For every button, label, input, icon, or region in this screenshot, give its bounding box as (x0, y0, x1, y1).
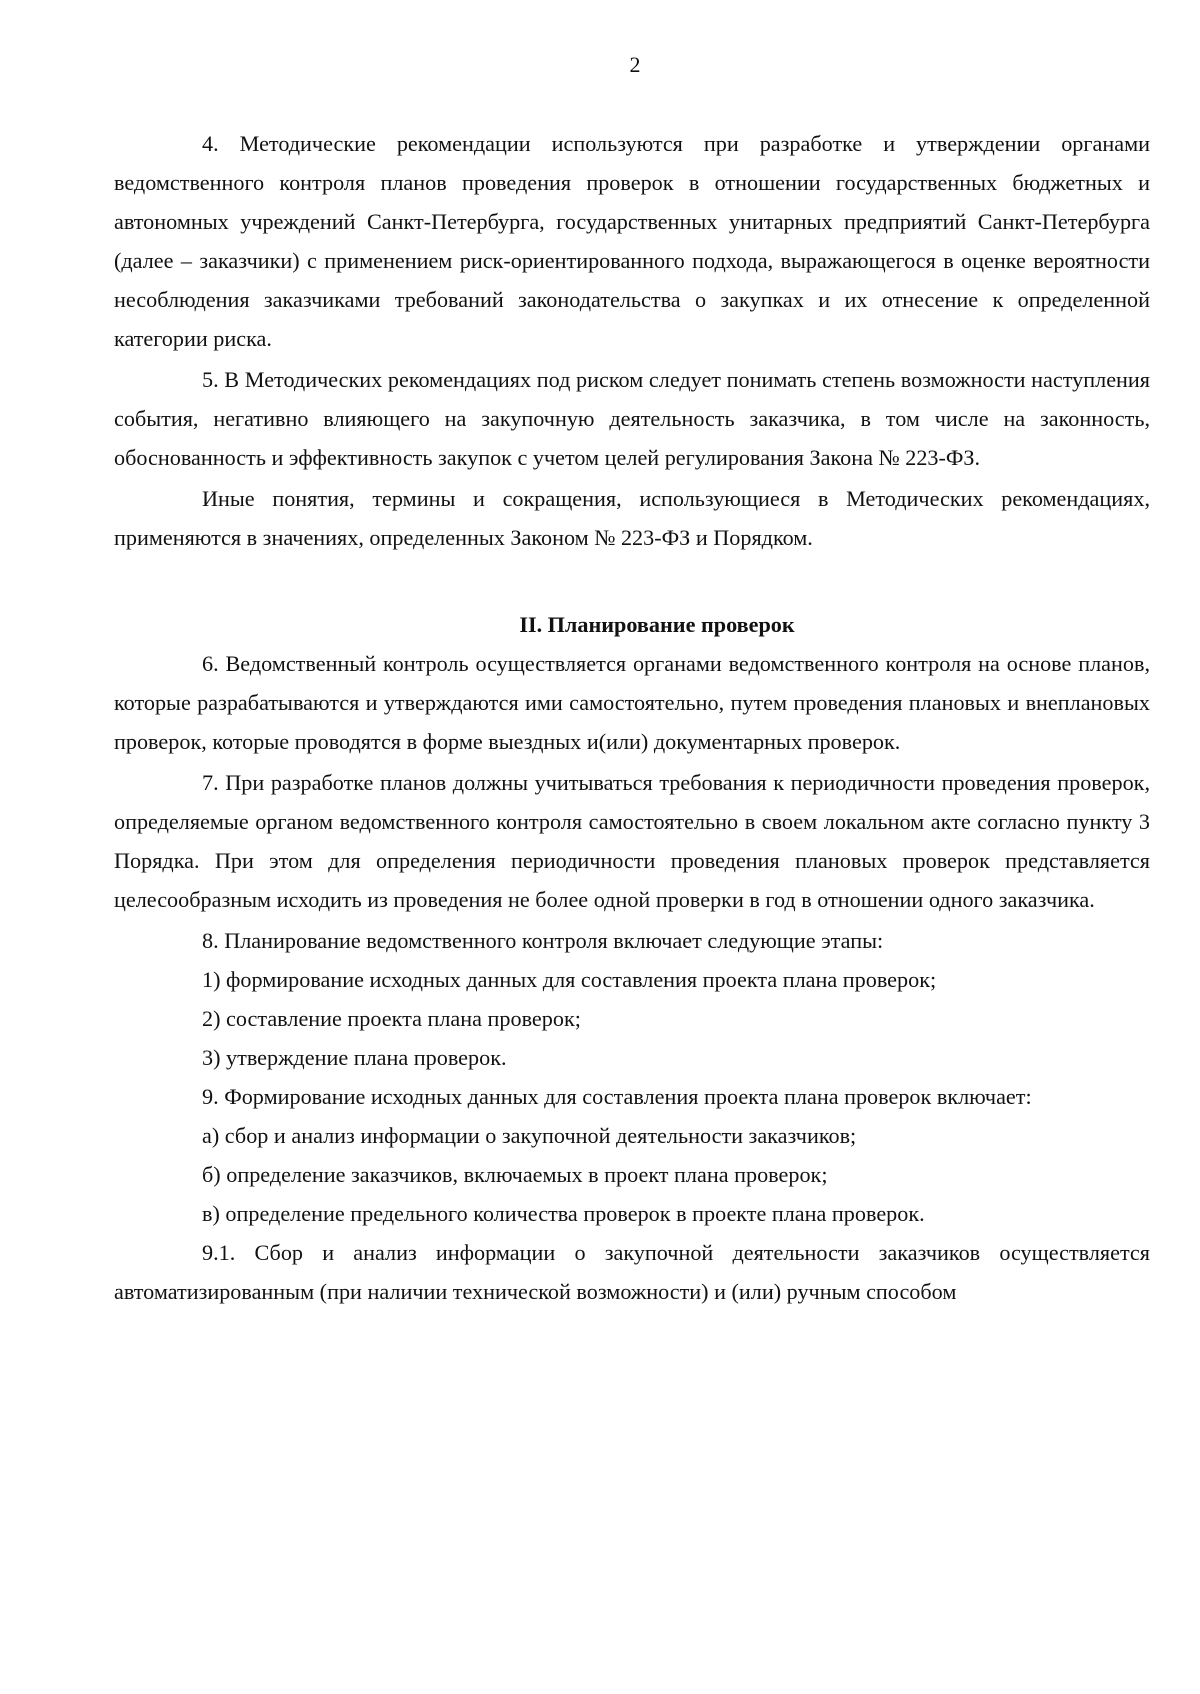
paragraph-9-1: 9.1. Сбор и анализ информации о закупочной деятельности заказчиков осуществляется автоматизированным (при наличии технической возможности) и (или) ручным способом (114, 1240, 1150, 1304)
paragraph-8: 8. Планирование ведомственного контроля включает следующие этапы: (202, 928, 884, 953)
list-item: в) определение предельного количества проверок в проекте плана проверок. (202, 1201, 925, 1226)
page-number: 2 (629, 52, 641, 77)
paragraph-7: 7. При разработке планов должны учитываться требования к периодичности проведения проверок, определяемые органом ведомственного контроля самостоятельно в своем локальном акте согласно пункту 3 Порядка. При этом для определения периодичности проведения плановых проверок представляется целесообразным исходить из проведения не более одной проверки в год в отношении одного заказчика. (114, 770, 1150, 912)
paragraph-5: 5. В Методических рекомендациях под риском следует понимать степень возможности наступления события, негативно влияющего на закупочную деятельность заказчика, в том числе на законность, обоснованность и эффективность закупок с учетом целей регулирования Закона № 223-ФЗ. (114, 367, 1150, 470)
document-body (114, 124, 1150, 1311)
paragraph-5-other-terms: Иные понятия, термины и сокращения, использующиеся в Методических рекомендациях, применяются в значениях, определенных Законом № 223-ФЗ и Порядком. (114, 486, 1150, 550)
paragraph-6: 6. Ведомственный контроль осуществляется органами ведомственного контроля на основе планов, которые разрабатываются и утверждаются ими самостоятельно, путем проведения плановых и внеплановых проверок, которые проводятся в форме выездных и(или) документарных проверок. (114, 651, 1150, 754)
list-item: а) сбор и анализ информации о закупочной деятельности заказчиков; (202, 1123, 857, 1148)
list-item: 1) формирование исходных данных для составления проекта плана проверок; (202, 967, 937, 992)
paragraph-4: 4. Методические рекомендации используются при разработке и утверждении органами ведомственного контроля планов проведения проверок в отношении государственных бюджетных и автономных учреждений Санкт-Петербурга, государственных унитарных предприятий Санкт-Петербурга (далее – заказчики) с применением риск-ориентированного подхода, выражающегося в оценке вероятности несоблюдения заказчиками требований законодательства о закупках и их отнесение к определенной категории риска. (114, 131, 1150, 351)
paragraph-9: 9. Формирование исходных данных для составления проекта плана проверок включает: (202, 1084, 1032, 1109)
list-item: 2) составление проекта плана проверок; (202, 1006, 581, 1031)
section-heading: II. Планирование проверок (519, 612, 795, 637)
list-item: 3) утверждение плана проверок. (202, 1045, 507, 1070)
list-item: б) определение заказчиков, включаемых в проект плана проверок; (202, 1162, 828, 1187)
